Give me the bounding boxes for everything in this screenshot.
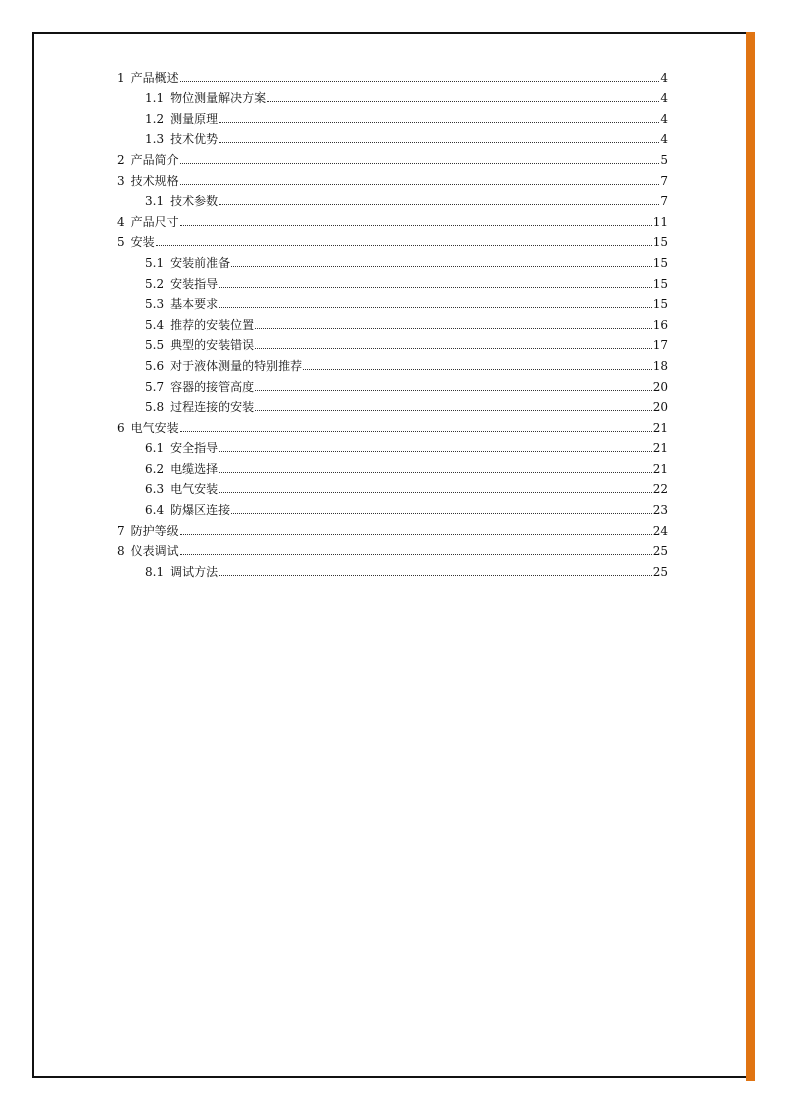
toc-entry-number: 6 [117, 420, 125, 435]
toc-entry-title: 技术参数 [170, 194, 219, 209]
toc-entry[interactable] [117, 311, 668, 332]
toc-entry-number: 1.1 [145, 91, 165, 106]
toc-dot-leader [267, 101, 659, 102]
toc-entry-number: 3.1 [145, 194, 165, 209]
toc-entry-number: 6.2 [145, 461, 165, 476]
toc-dot-leader [219, 472, 652, 473]
toc-entry[interactable] [117, 558, 668, 579]
toc-entry-number: 5.7 [145, 379, 165, 394]
toc-entry[interactable] [117, 167, 668, 188]
toc-entry[interactable] [117, 517, 668, 538]
toc-entry-number: 6.3 [145, 482, 165, 497]
toc-entry-title: 对于液体测量的特别推荐 [170, 358, 303, 373]
toc-dot-leader [180, 225, 652, 226]
table-of-contents [117, 64, 668, 579]
toc-entry[interactable] [117, 105, 668, 126]
toc-dot-leader [219, 142, 659, 143]
toc-entry-number: 7 [117, 523, 125, 538]
toc-dot-leader [255, 348, 652, 349]
toc-dot-leader [255, 328, 652, 329]
toc-entry-page: 16 [652, 317, 668, 332]
toc-entry-title: 调试方法 [170, 564, 219, 579]
toc-entry-number: 4 [117, 214, 125, 229]
toc-entry[interactable] [117, 291, 668, 312]
toc-entry-title: 防护等级 [130, 523, 179, 538]
accent-bar [746, 32, 755, 1081]
toc-entry-page: 17 [652, 338, 668, 353]
toc-entry-number: 5.8 [145, 400, 165, 415]
toc-entry-number: 5.6 [145, 358, 165, 373]
toc-dot-leader [231, 513, 652, 514]
toc-entry-number: 2 [117, 152, 125, 167]
toc-entry[interactable] [117, 496, 668, 517]
toc-entry[interactable] [117, 394, 668, 415]
toc-dot-leader [255, 390, 652, 391]
toc-entry-page: 11 [652, 214, 668, 229]
toc-entry-page: 4 [660, 111, 668, 126]
toc-entry-title: 电缆选择 [170, 461, 219, 476]
toc-dot-leader [156, 245, 652, 246]
toc-entry-title: 基本要求 [170, 297, 219, 312]
toc-dot-leader [219, 122, 659, 123]
toc-entry-number: 8.1 [145, 564, 165, 579]
toc-entry[interactable] [117, 64, 668, 85]
toc-entry[interactable] [117, 208, 668, 229]
toc-entry-title: 防爆区连接 [170, 503, 231, 518]
toc-entry-title: 产品简介 [130, 152, 179, 167]
toc-entry-page: 18 [652, 358, 668, 373]
toc-entry-title: 技术规格 [130, 173, 179, 188]
toc-entry-title: 安装前准备 [170, 255, 231, 270]
toc-entry-page: 15 [652, 276, 668, 291]
toc-dot-leader [219, 204, 659, 205]
toc-entry-number: 3 [117, 173, 125, 188]
toc-dot-leader [180, 534, 652, 535]
toc-entry-number: 5.3 [145, 297, 165, 312]
toc-entry-number: 6.4 [145, 503, 165, 518]
toc-dot-leader [219, 492, 652, 493]
toc-dot-leader [180, 81, 660, 82]
toc-entry-title: 电气安装 [130, 420, 179, 435]
toc-entry-number: 1 [117, 70, 125, 85]
toc-entry-number: 1.2 [145, 111, 165, 126]
toc-entry-number: 6.1 [145, 441, 165, 456]
toc-dot-leader [180, 163, 660, 164]
toc-dot-leader [180, 554, 652, 555]
toc-entry-page: 4 [660, 132, 668, 147]
toc-dot-leader [219, 307, 652, 308]
toc-dot-leader [231, 266, 652, 267]
toc-entry-title: 产品尺寸 [130, 214, 179, 229]
toc-dot-leader [255, 410, 652, 411]
toc-dot-leader [219, 287, 652, 288]
toc-entry-title: 技术优势 [170, 132, 219, 147]
toc-entry[interactable] [117, 476, 668, 497]
toc-dot-leader [180, 184, 660, 185]
toc-entry[interactable] [117, 249, 668, 270]
toc-dot-leader [219, 451, 652, 452]
toc-entry-number: 8 [117, 544, 125, 559]
toc-entry-page: 5 [660, 152, 668, 167]
toc-entry-page: 4 [660, 70, 668, 85]
toc-entry-title: 电气安装 [170, 482, 219, 497]
toc-entry-page: 25 [652, 564, 668, 579]
toc-entry-page: 25 [652, 544, 668, 559]
toc-dot-leader [219, 575, 652, 576]
toc-entry-title: 安全指导 [170, 441, 219, 456]
toc-entry-page: 21 [652, 420, 668, 435]
toc-entry[interactable] [117, 146, 668, 167]
toc-entry-number: 5 [117, 235, 125, 250]
toc-entry-number: 5.4 [145, 317, 165, 332]
toc-entry-page: 24 [652, 523, 668, 538]
toc-entry[interactable] [117, 85, 668, 106]
toc-entry-page: 7 [660, 173, 668, 188]
toc-entry-title: 物位测量解决方案 [170, 91, 267, 106]
toc-entry[interactable] [117, 332, 668, 353]
toc-entry-title: 推荐的安装位置 [170, 317, 255, 332]
toc-entry-number: 5.1 [145, 255, 165, 270]
toc-entry-page: 23 [652, 503, 668, 518]
toc-entry-title: 典型的安装错误 [170, 338, 255, 353]
toc-entry[interactable] [117, 352, 668, 373]
toc-entry-page: 20 [652, 400, 668, 415]
toc-entry-title: 安装指导 [170, 276, 219, 291]
toc-entry[interactable] [117, 538, 668, 559]
toc-entry-page: 20 [652, 379, 668, 394]
toc-entry-title: 产品概述 [130, 70, 179, 85]
toc-entry[interactable] [117, 188, 668, 209]
toc-entry-page: 4 [660, 91, 668, 106]
toc-entry-title: 过程连接的安装 [170, 400, 255, 415]
toc-dot-leader [180, 431, 652, 432]
toc-entry-page: 15 [652, 235, 668, 250]
toc-entry-page: 22 [652, 482, 668, 497]
toc-entry-page: 15 [652, 255, 668, 270]
toc-entry[interactable] [117, 126, 668, 147]
toc-entry-number: 5.5 [145, 338, 165, 353]
toc-entry-title: 仪表调试 [130, 544, 179, 559]
toc-entry[interactable] [117, 435, 668, 456]
toc-entry-page: 21 [652, 441, 668, 456]
toc-entry-title: 容器的接管高度 [170, 379, 255, 394]
toc-entry-page: 21 [652, 461, 668, 476]
toc-entry-title: 测量原理 [170, 111, 219, 126]
toc-entry[interactable] [117, 455, 668, 476]
toc-entry-title: 安装 [130, 235, 155, 250]
toc-entry[interactable] [117, 414, 668, 435]
toc-entry[interactable] [117, 229, 668, 250]
toc-entry-number: 5.2 [145, 276, 165, 291]
toc-dot-leader [303, 369, 652, 370]
toc-entry-page: 7 [660, 194, 668, 209]
toc-entry[interactable] [117, 270, 668, 291]
toc-entry-page: 15 [652, 297, 668, 312]
toc-entry[interactable] [117, 373, 668, 394]
toc-entry-number: 1.3 [145, 132, 165, 147]
